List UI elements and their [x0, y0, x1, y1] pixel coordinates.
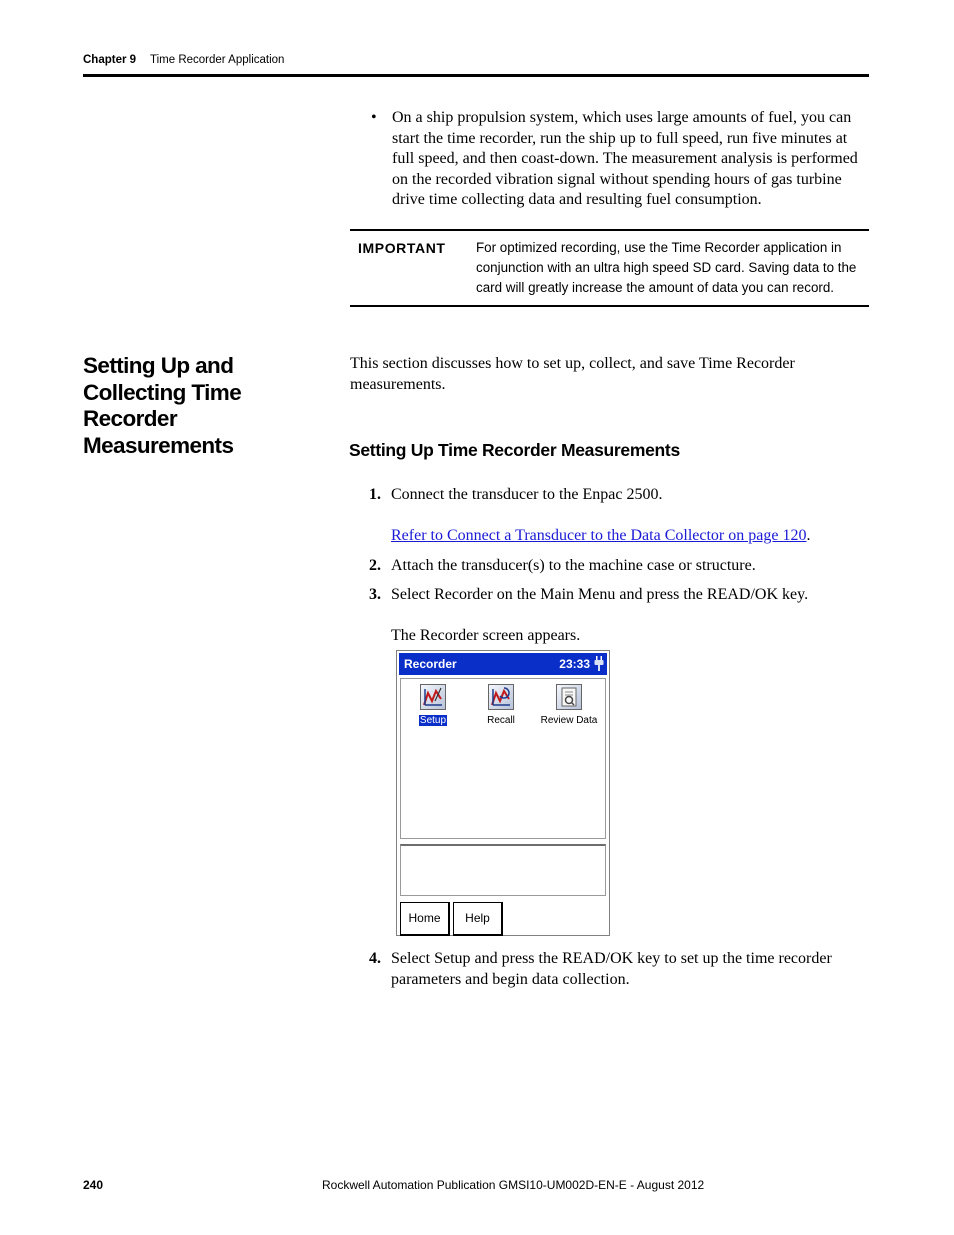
- app-label: Review Data: [540, 715, 598, 726]
- section-title: Setting Up and Collecting Time Recorder Measurements: [83, 353, 242, 458]
- step-2: [369, 556, 859, 577]
- step-4: [369, 949, 859, 990]
- review-data-icon: [556, 684, 582, 710]
- step-3: [369, 585, 859, 606]
- reference-suffix: .: [806, 527, 811, 544]
- chapter-label: Chapter 9: [83, 54, 137, 66]
- step-number: 1.: [369, 486, 381, 503]
- step-text: Select Setup and press the READ/OK key to set up the time recorder parameters and begin data collection.: [391, 950, 832, 988]
- home-button[interactable]: Home: [400, 902, 450, 936]
- step-text: Connect the transducer to the Enpac 2500.: [391, 486, 663, 503]
- header-rule: [83, 74, 869, 77]
- app-panel: [400, 678, 606, 839]
- step-number: 2.: [369, 557, 381, 574]
- step-text: Attach the transducer(s) to the machine case or structure.: [391, 557, 756, 574]
- bullet-item: [371, 108, 861, 211]
- reference-link[interactable]: Refer to Connect a Transducer to the Data Collector on page 120: [391, 527, 807, 544]
- step-number: 3.: [369, 586, 381, 603]
- recorder-screen: [396, 650, 610, 936]
- battery-plug-icon: [594, 656, 604, 671]
- recorder-title-bar: [399, 653, 607, 675]
- chapter-title: Time Recorder Application: [150, 54, 285, 66]
- setup-icon: [420, 684, 446, 710]
- app-label: Recall: [487, 715, 515, 726]
- recorder-title: Recorder: [404, 657, 457, 671]
- page-number: 240: [83, 1178, 104, 1192]
- important-text: For optimized recording, use the Time Recorder application in conjunction with an ultra high speed SD card. Saving data to the card will greatly increase the amount of data you can record.: [476, 240, 857, 295]
- clock-time: 23:33: [559, 657, 590, 671]
- subsection-title: Setting Up Time Recorder Measurements: [349, 440, 680, 460]
- important-label: IMPORTANT: [358, 240, 446, 256]
- important-note: [350, 229, 869, 307]
- step-1: [369, 485, 859, 506]
- publication-info: Rockwell Automation Publication GMSI10-UM002D-EN-E - August 2012: [322, 1178, 705, 1192]
- message-panel: [400, 844, 606, 896]
- app-setup[interactable]: [398, 684, 468, 726]
- app-label: Setup: [419, 715, 447, 726]
- reference-paragraph: [391, 526, 810, 547]
- app-recall[interactable]: [466, 684, 536, 726]
- running-header: [83, 54, 285, 66]
- step-text: Select Recorder on the Main Menu and press the READ/OK key.: [391, 586, 809, 603]
- step-number: 4.: [369, 950, 381, 967]
- bullet-dot: •: [371, 109, 377, 126]
- help-button[interactable]: Help: [453, 902, 503, 936]
- recall-icon: [488, 684, 514, 710]
- section-intro: This section discusses how to set up, collect, and save Time Recorder measurements.: [350, 355, 795, 393]
- screen-caption: The Recorder screen appears.: [391, 627, 581, 644]
- app-review-data[interactable]: [534, 684, 604, 726]
- bullet-text: On a ship propulsion system, which uses large amounts of fuel, you can start the time recorder, run the ship up to full speed, run five minutes at full speed, and then coast-down. The measurement analysis is performed on the recorded vibration signal without spending hours of gas turbine drive time collecting data and resulting fuel consumption.: [392, 109, 858, 208]
